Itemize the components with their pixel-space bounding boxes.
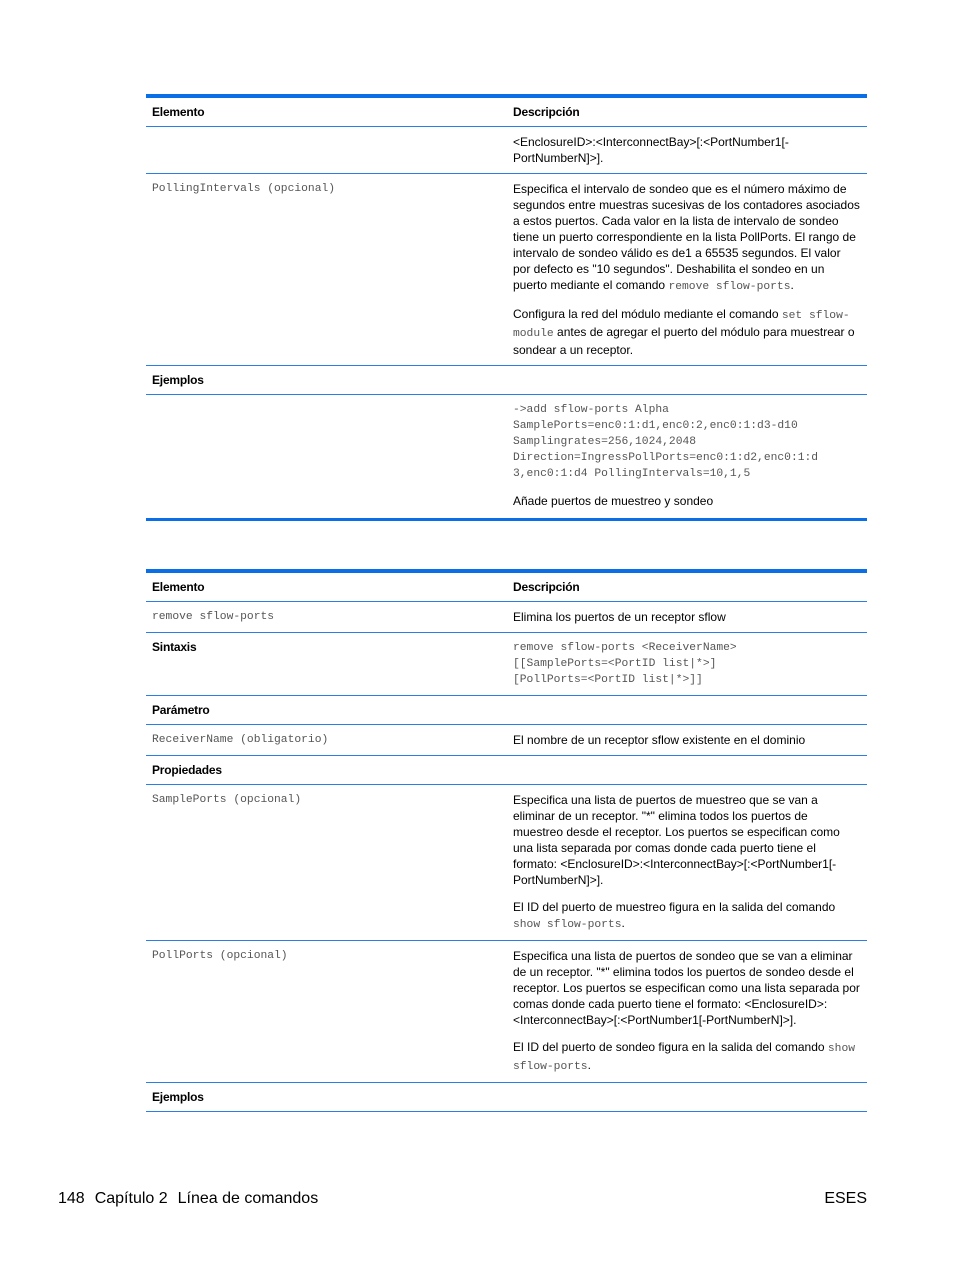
desc-paragraph [513, 306, 861, 358]
desc-text: . [621, 916, 625, 930]
table-row-receivername [146, 725, 867, 756]
row-desc: Elimina los puertos de un receptor sflow [513, 610, 726, 624]
empty-cell [146, 127, 507, 173]
inline-code: show sflow-ports [513, 919, 622, 931]
table-row-polling-intervals [146, 174, 867, 366]
table-row-pollports [146, 941, 867, 1083]
chapter-label: Capítulo 2 [94, 1190, 168, 1207]
table-row [146, 127, 867, 174]
element-name: SamplePorts (opcional) [152, 794, 302, 806]
header-descripcion: Descripción [513, 580, 580, 594]
table-remove-sflow-ports [146, 569, 867, 1112]
desc-text: . [790, 278, 794, 292]
table-section-row [146, 696, 867, 725]
section-label: Ejemplos [152, 373, 204, 387]
empty-cell [146, 395, 507, 516]
empty-cell [507, 756, 867, 784]
empty-cell [507, 1083, 867, 1111]
row-desc [507, 633, 867, 695]
desc-paragraph [513, 181, 861, 295]
table-section-row [146, 1083, 867, 1112]
inline-code: show sflow-ports [513, 1043, 856, 1073]
desc-paragraph [513, 899, 861, 933]
table-bottom-rule [146, 518, 867, 521]
table-header-row [146, 98, 867, 127]
row-desc [507, 941, 867, 1082]
table-header-row [146, 573, 867, 602]
element-name: PollingIntervals (opcional) [152, 183, 336, 195]
section-label: Ejemplos [152, 1090, 204, 1104]
page-footer [58, 1190, 867, 1208]
section-label: Propiedades [152, 763, 222, 777]
section-label: Sintaxis [152, 640, 197, 654]
table-section-row [146, 756, 867, 785]
desc-text: El ID del puerto de sondeo figura en la salida del comando [513, 1040, 825, 1054]
desc-text: . [587, 1058, 591, 1072]
example-caption: Añade puertos de muestreo y sondeo [513, 494, 714, 508]
section-label: Parámetro [152, 703, 210, 717]
empty-cell [507, 366, 867, 394]
element-name: remove sflow-ports [152, 611, 275, 623]
row-desc [507, 395, 867, 516]
table-continuation [146, 94, 867, 521]
footer-locale: ESES [824, 1190, 867, 1207]
desc-paragraph [513, 1039, 861, 1075]
table-row-sintaxis [146, 633, 867, 696]
table-row-command [146, 602, 867, 633]
table-row-example [146, 395, 867, 516]
row-desc [507, 174, 867, 365]
inline-code: set sflow-module [513, 310, 850, 340]
desc-paragraph: Especifica una lista de puertos de sondeo que se van a eliminar de un receptor. "*" elimina todos los puertos de sondeo desde el receptor. Los puertos se especifican como una lista separada por comas donde cada puerto tiene el formato: <EnclosureID>:<InterconnectBay>[:<PortNumber1[-PortNumberN]>]. [513, 949, 860, 1027]
header-elemento: Elemento [152, 580, 205, 594]
desc-text: Configura la red del módulo mediante el comando [513, 307, 779, 321]
element-name: ReceiverName (obligatorio) [152, 734, 329, 746]
table-section-row [146, 366, 867, 395]
inline-code: remove sflow-ports [668, 281, 791, 293]
chapter-title: Línea de comandos [177, 1190, 319, 1207]
row-desc: <EnclosureID>:<InterconnectBay>[:<PortNumber1[-PortNumberN]>]. [513, 135, 789, 165]
desc-text: El ID del puerto de muestreo figura en la salida del comando [513, 900, 836, 914]
element-name: PollPorts (opcional) [152, 950, 288, 962]
desc-text: Especifica el intervalo de sondeo que es el número máximo de segundos entre muestras sucesivas de los contadores asociados a estos puertos. Cada valor en la lista de intervalo de sondeo tiene un puerto correspondiente en la lista PollPorts. El rango de intervalo de sondeo válido es de1 a 65535 segundos. El valor por defecto es "10 segundos". Deshabilita el sondeo en un puerto mediante el comando [513, 182, 860, 292]
example-code: ->add sflow-ports Alpha SamplePorts=enc0:1:d1,enc0:2,enc0:1:d3-d10 Samplingrates=256,1024,2048 Direction=IngressPollPorts=enc0:1:d2,enc0:1:d 3,enc0:1:d4 PollingIntervals=10,1,5 [513, 404, 819, 480]
row-desc: El nombre de un receptor sflow existente en el dominio [513, 733, 806, 747]
desc-paragraph: Especifica una lista de puertos de muestreo que se van a eliminar de un receptor. "*" elimina todos los puertos de muestreo desde el receptor. Los puertos se especifican como una lista separada por comas donde cada puerto tiene el formato: <EnclosureID>:<InterconnectBay>[:<PortNumber1[-PortNumberN]>]. [513, 793, 840, 887]
footer-left [58, 1190, 328, 1208]
table-row-sampleports [146, 785, 867, 941]
row-desc [507, 785, 867, 940]
empty-cell [507, 696, 867, 724]
page-number: 148 [58, 1190, 85, 1207]
syntax-code: remove sflow-ports <ReceiverName> [[SamplePorts=<PortID list|*>] [PollPorts=<PortID list|*>]] [513, 642, 737, 686]
desc-text: antes de agregar el puerto del módulo para muestrear o sondear a un receptor. [513, 325, 855, 357]
header-descripcion: Descripción [513, 105, 580, 119]
header-elemento: Elemento [152, 105, 205, 119]
